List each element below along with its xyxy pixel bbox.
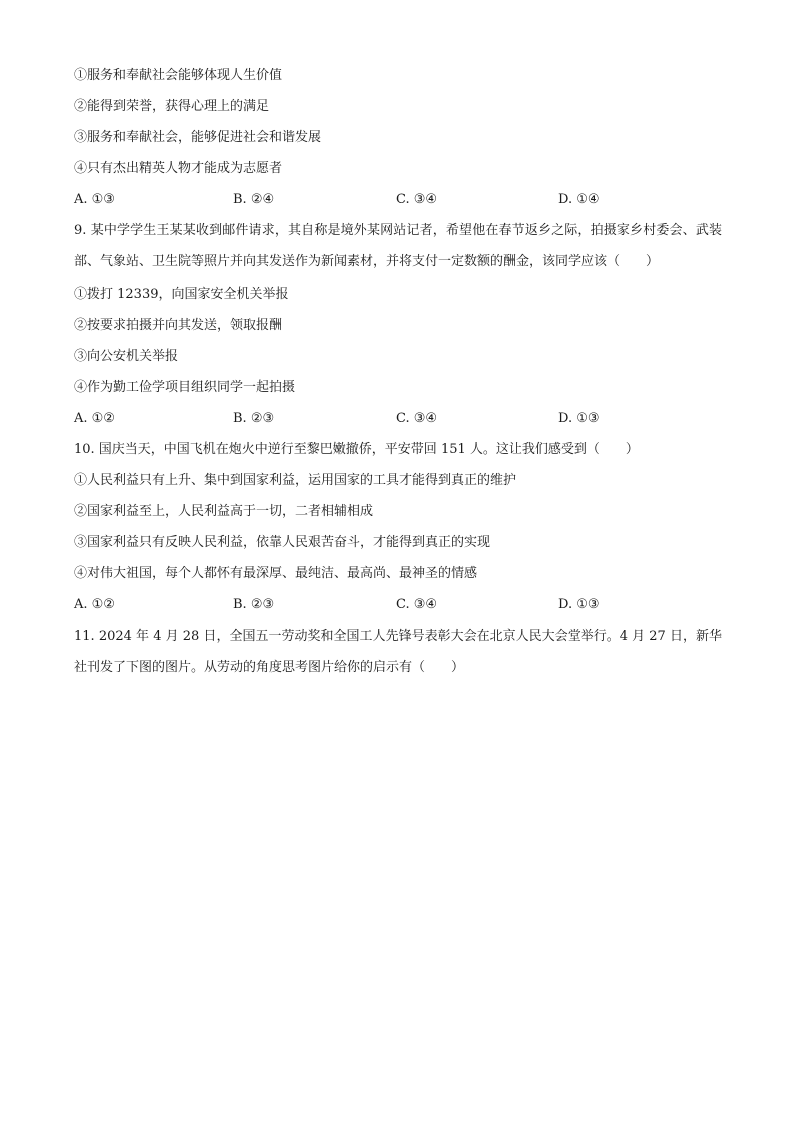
q9-choice-c[interactable]: C. ③④	[396, 411, 438, 426]
q10-option-3: ③国家利益只有反映人民利益，依靠人民艰苦奋斗，才能得到真正的实现	[74, 535, 491, 550]
q10-choice-d[interactable]: D. ①③	[558, 597, 600, 612]
q9-stem: 9. 某中学学生王某某收到邮件请求，其自称是境外某网站记者，希望他在春节返乡之际，拍摄家乡村委会、武装部、气象站、卫生院等照片并向其发送作为新闻素材，并将支付一定数额的酬金，该同学应该（ ）	[74, 223, 722, 269]
q11-stem: 11. 2024 年 4 月 28 日，全国五一劳动奖和全国工人先锋号表彰大会在北京人民大会堂举行。4 月 27 日，新华社刊发了下图的图片。从劳动的角度思考图片给你的启示有（ ）	[74, 629, 722, 675]
q8-option-4: ④只有杰出精英人物才能成为志愿者	[74, 161, 283, 176]
q10-choice-a[interactable]: A. ①②	[74, 597, 115, 612]
q9-choice-a[interactable]: A. ①②	[74, 411, 115, 426]
q9-option-2: ②按要求拍摄并向其发送，领取报酬	[74, 318, 283, 333]
q8-option-3: ③服务和奉献社会，能够促进社会和谐发展	[74, 130, 322, 145]
q10-choice-c[interactable]: C. ③④	[396, 597, 438, 612]
q8-option-1: ①服务和奉献社会能够体现人生价值	[74, 68, 283, 83]
q9-option-3: ③向公安机关举报	[74, 349, 179, 364]
q9-choice-d[interactable]: D. ①③	[558, 411, 600, 426]
q8-choice-a[interactable]: A. ①③	[74, 192, 115, 207]
q10-choice-b[interactable]: B. ②③	[233, 597, 275, 612]
q9-choice-b[interactable]: B. ②③	[233, 411, 275, 426]
q9-option-1: ①拨打 12339，向国家安全机关举报	[74, 287, 289, 302]
q8-choice-c[interactable]: C. ③④	[396, 192, 438, 207]
q9-option-4: ④作为勤工俭学项目组织同学一起拍摄	[74, 380, 296, 395]
q10-option-2: ②国家利益至上，人民利益高于一切，二者相辅相成	[74, 504, 374, 519]
q8-choice-b[interactable]: B. ②④	[233, 192, 275, 207]
q10-stem: 10. 国庆当天，中国飞机在炮火中逆行至黎巴嫩撤侨，平安带回 151 人。这让我们感受到（ ）	[74, 442, 639, 457]
q10-option-1: ①人民利益只有上升、集中到国家利益，运用国家的工具才能得到真正的维护	[74, 473, 517, 488]
q8-choice-d[interactable]: D. ①④	[558, 192, 600, 207]
q10-option-4: ④对伟大祖国，每个人都怀有最深厚、最纯洁、最高尚、最神圣的情感	[74, 566, 478, 581]
q8-option-2: ②能得到荣誉，获得心理上的满足	[74, 99, 270, 114]
